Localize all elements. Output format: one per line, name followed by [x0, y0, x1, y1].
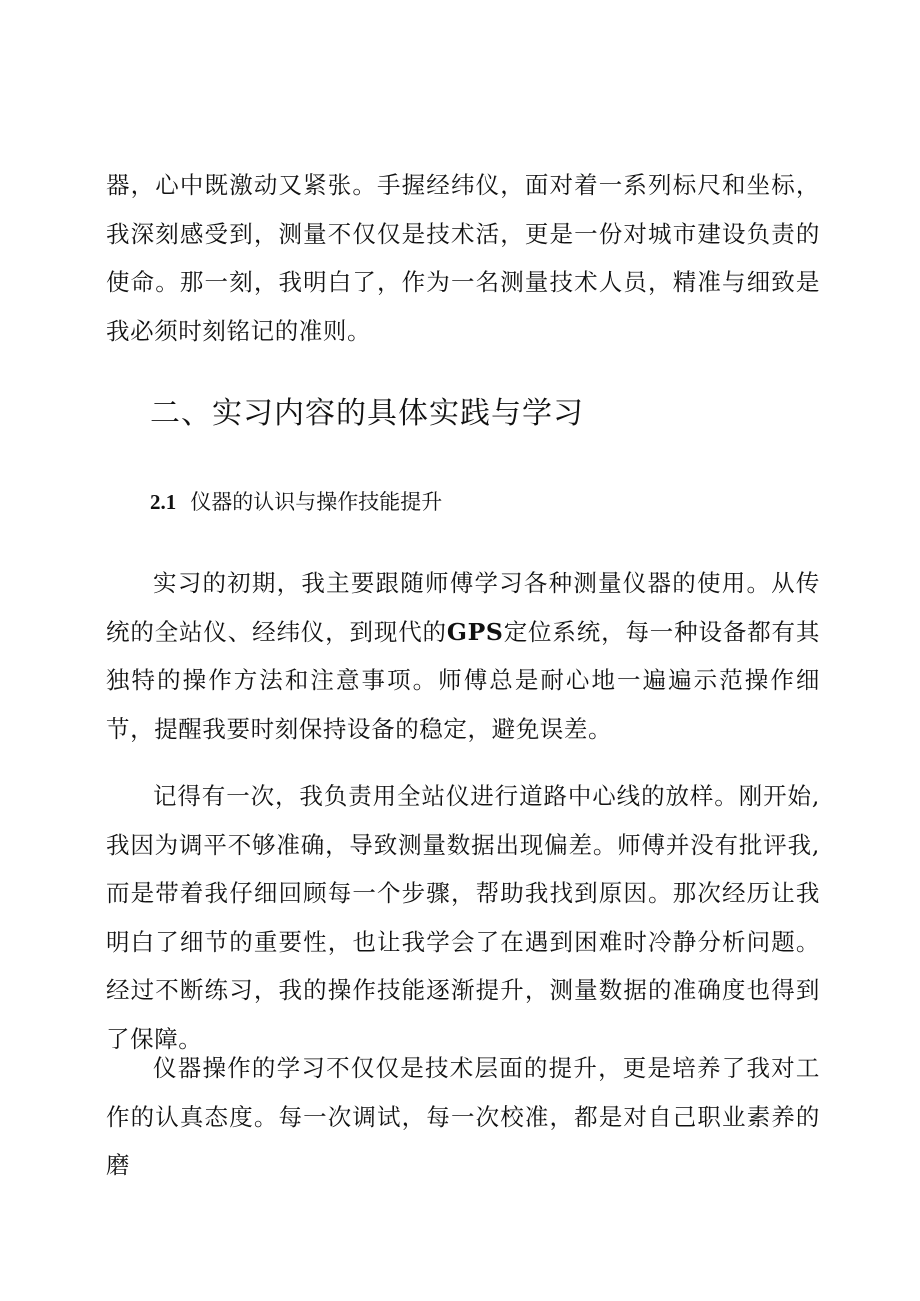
continuation-paragraph: 器，心中既激动又紧张。手握经纬仪，面对着一系列标尺和坐标，我深刻感受到，测量不仅仅是技术活，更是一份对城市建设负责的使命。那一刻，我明白了，作为一名测量技术人员，精准与细致是我必须时刻铭记的准则。	[106, 171, 820, 345]
section-heading: 二、实习内容的具体实践与学习	[150, 396, 584, 431]
subsection-title: 仪器的认识与操作技能提升	[190, 490, 443, 514]
subsection-number: 2.1	[150, 490, 177, 514]
paragraph-1-emphasis: GPS	[446, 617, 504, 646]
paragraph-1-after: 定位系统，每一种设备都有其独特的操作方法和注意事项。师傅总是耐心地一遍遍示范操作细节，提醒我要时刻保持设备的稳定，避免误差。	[106, 617, 820, 743]
body-paragraph-2: 记得有一次，我负责用全站仪进行道路中心线的放样。刚开始,我因为调平不够准确，导致测量数据出现偏差。师傅并没有批评我,而是带着我仔细回顾每一个步骤，帮助我找到原因。那次经历让我明白了细节的重要性，也让我学会了在遇到困难时冷静分析问题。经过不断练习，我的操作技能逐渐提升，测量数据的准确度也得到了保障。	[106, 782, 820, 1053]
body-paragraph-3: 仪器操作的学习不仅仅是技术层面的提升，更是培养了我对工作的认真态度。每一次调试，每一次校准，都是对自己职业素养的磨	[106, 1054, 820, 1179]
body-paragraph-1	[106, 559, 820, 753]
paragraph-1-before: 实习的初期，我主要跟随师傅学习各种测量仪器的使用。从传统的全站仪、经纬仪，到现代的	[106, 569, 820, 646]
subsection-heading	[150, 484, 442, 520]
